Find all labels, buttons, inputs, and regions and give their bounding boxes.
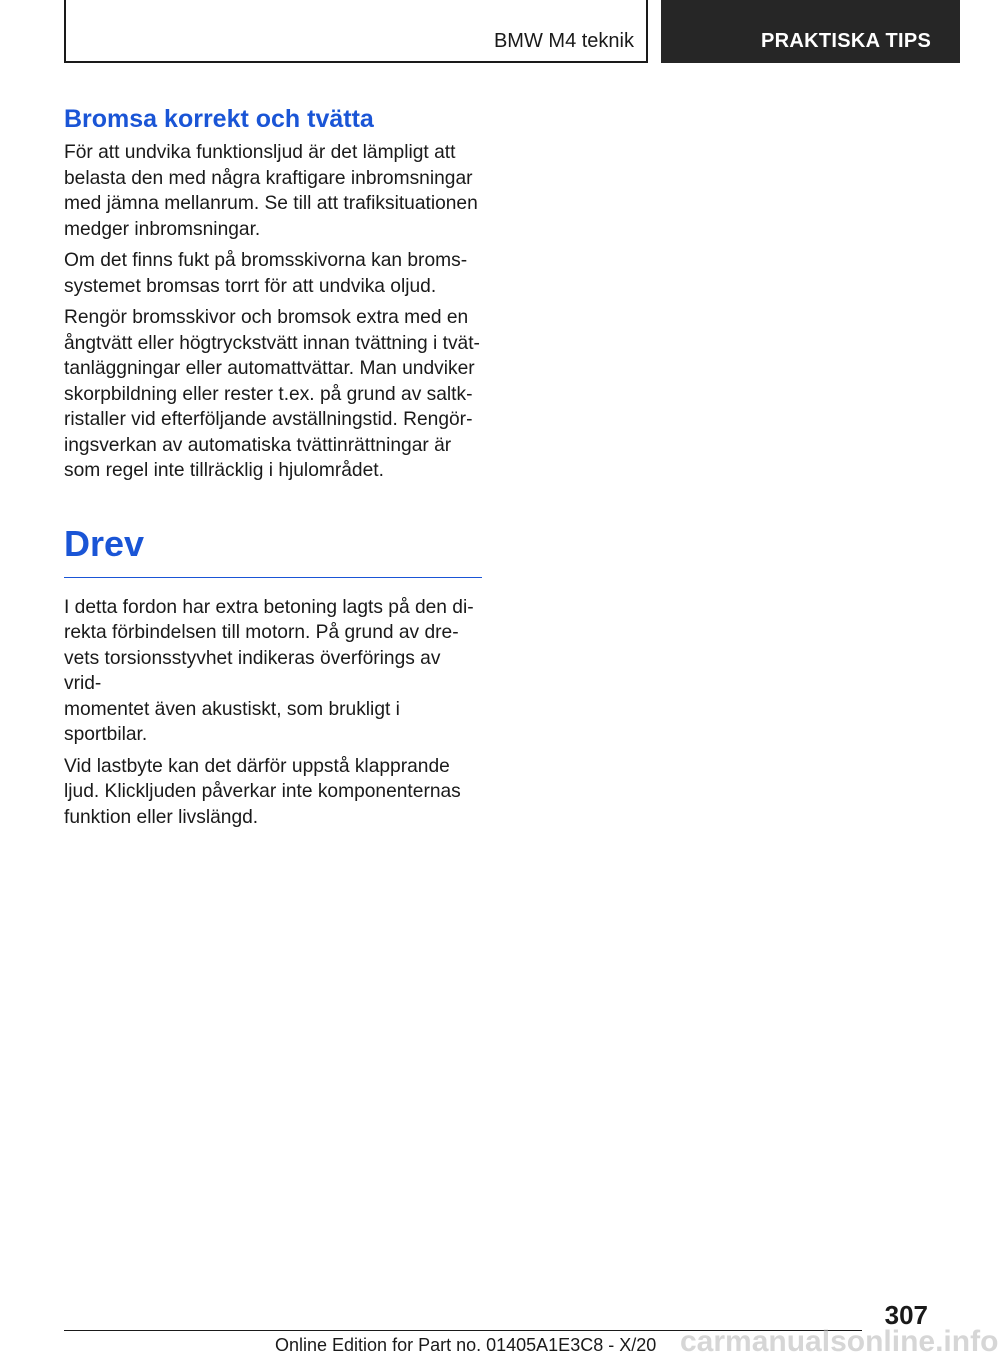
watermark: carmanualsonline.info (680, 1325, 998, 1358)
paragraph: I detta fordon har extra betoning lagts på den di- rekta förbindelsen till motorn. På grund av dre- vets torsionsstyvhet indikeras överförings av vrid- momentet även akustiskt, som brukligt i sportbilar. (64, 596, 474, 745)
page-number: 307 (884, 1300, 928, 1330)
paragraph: Vid lastbyte kan det därför uppstå klapprande ljud. Klickljuden påverkar inte komponenternas funktion eller livslängd. (64, 755, 461, 828)
header-title-box (64, 0, 648, 63)
paragraph: Rengör bromsskivor och bromsok extra med en ångtvätt eller högtryckstvätt innan tvättning i tvät- tanläggningar eller automattvättar. Man undviker skorpbildning eller rester t.ex. på grund av saltk- ristaller vid efterföljande avställningstid. Rengör- ingsverkan av automatiska tvättinrättningar är som regel inte tillräcklig i hjulområdet. (64, 307, 480, 481)
main-column (64, 103, 482, 836)
chapter-title: PRAKTISKA TIPS (761, 30, 932, 52)
book-title: BMW M4 teknik (493, 30, 634, 52)
section-heading-brakes: Bromsa korrekt och tvätta (64, 105, 374, 133)
paragraph: Om det finns fukt på bromsskivorna kan broms- systemet bromsas torrt för att undvika oljud. (64, 250, 468, 297)
edition-footer: Online Edition for Part no. 01405A1E3C8 - X/20 (275, 1335, 657, 1355)
section-heading-drive: Drev (64, 524, 482, 578)
chapter-tab (661, 0, 960, 63)
paragraph: För att undvika funktionsljud är det lämpligt att belasta den med några kraftigare inbromsningar med jämna mellanrum. Se till att trafiksituationen medger inbromsningar. (64, 142, 478, 240)
